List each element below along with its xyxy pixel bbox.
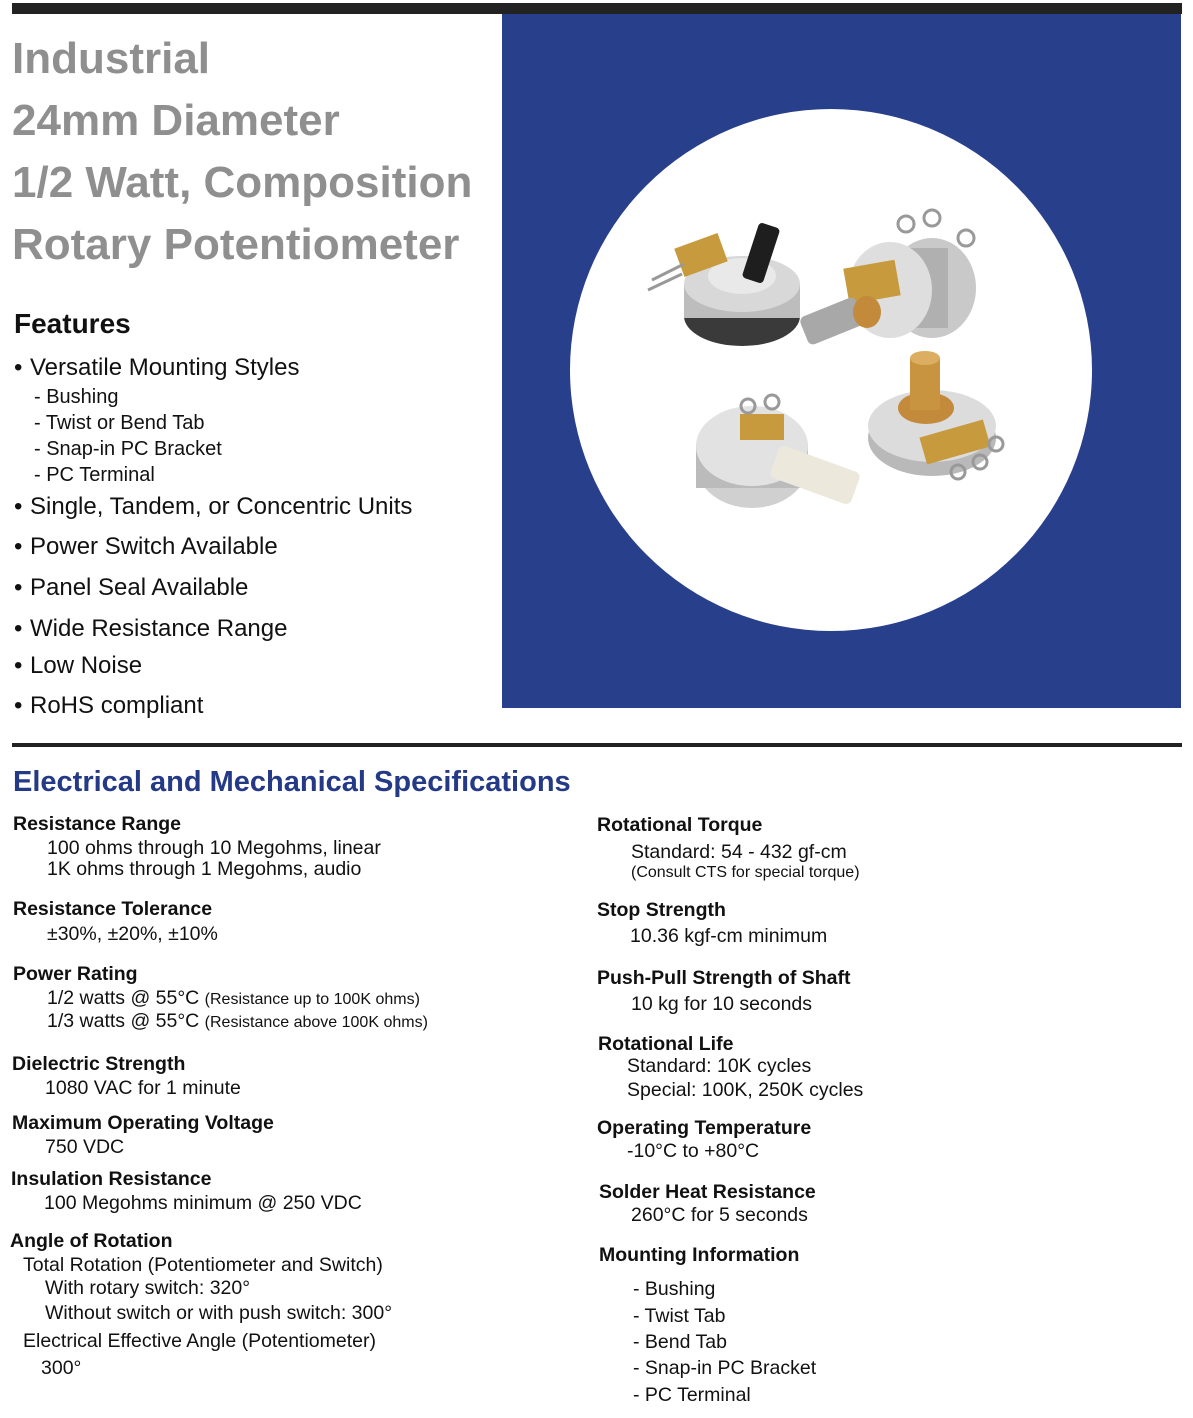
- spec-label: Operating Temperature: [597, 1117, 812, 1139]
- feature-item: • RoHS compliant: [14, 692, 204, 719]
- feature-item: • Low Noise: [14, 652, 143, 679]
- spec-value: Without switch or with push switch: 300°: [45, 1302, 393, 1324]
- spec-value: 300°: [41, 1357, 82, 1379]
- feature-subitem: - Bushing: [34, 386, 119, 408]
- spec-value: 100 ohms through 10 Megohms, linear: [47, 837, 381, 859]
- spec-label: Maximum Operating Voltage: [12, 1112, 274, 1134]
- spec-value: 10.36 kgf-cm minimum: [630, 925, 828, 947]
- spec-value: 1/2 watts @ 55°C (Resistance up to 100K ohms): [47, 987, 420, 1009]
- spec-label: Mounting Information: [599, 1244, 800, 1266]
- spec-label: Solder Heat Resistance: [599, 1181, 816, 1203]
- spec-value: 1/3 watts @ 55°C (Resistance above 100K ohms): [47, 1010, 428, 1032]
- spec-value: Standard: 10K cycles: [627, 1055, 812, 1077]
- spec-value: Total Rotation (Potentiometer and Switch): [23, 1254, 383, 1276]
- section-rule: [12, 743, 1182, 747]
- spec-value: 10 kg for 10 seconds: [631, 993, 813, 1015]
- spec-note: (Consult CTS for special torque): [631, 864, 860, 881]
- title-line: 24mm Diameter: [12, 96, 340, 145]
- spec-label: Resistance Tolerance: [13, 898, 213, 920]
- spec-label: Rotational Torque: [597, 814, 763, 836]
- spec-value: 1080 VAC for 1 minute: [45, 1077, 241, 1099]
- top-rule: [12, 3, 1182, 14]
- spec-label: Dielectric Strength: [12, 1053, 186, 1075]
- spec-value: 1K ohms through 1 Megohms, audio: [47, 858, 362, 880]
- features-heading: Features: [14, 308, 131, 339]
- spec-value: - Twist Tab: [633, 1305, 726, 1327]
- product-photo-panel: [502, 14, 1181, 708]
- feature-subitem: - Twist or Bend Tab: [34, 412, 205, 434]
- spec-value: 750 VDC: [45, 1136, 125, 1158]
- title-line: Industrial: [12, 34, 211, 83]
- spec-value: - Bushing: [633, 1278, 716, 1300]
- feature-item: • Versatile Mounting Styles: [14, 354, 300, 381]
- spec-value: Standard: 54 - 432 gf-cm: [631, 841, 847, 863]
- spec-value: ±30%, ±20%, ±10%: [47, 923, 218, 945]
- product-photo: [502, 14, 1181, 708]
- spec-label: Rotational Life: [598, 1033, 734, 1055]
- spec-value: 100 Megohms minimum @ 250 VDC: [44, 1192, 362, 1214]
- spec-value: 260°C for 5 seconds: [631, 1204, 808, 1226]
- spec-value: With rotary switch: 320°: [45, 1277, 251, 1299]
- spec-label: Push-Pull Strength of Shaft: [597, 967, 851, 989]
- feature-subitem: - PC Terminal: [34, 464, 155, 486]
- title-line: 1/2 Watt, Composition: [12, 158, 473, 207]
- spec-value: - PC Terminal: [633, 1384, 751, 1406]
- spec-value: Electrical Effective Angle (Potentiometer): [23, 1330, 376, 1352]
- feature-item: • Panel Seal Available: [14, 574, 249, 601]
- specs-heading: Electrical and Mechanical Specifications: [13, 766, 571, 798]
- spec-label: Power Rating: [13, 963, 138, 985]
- spec-label: Insulation Resistance: [11, 1168, 212, 1190]
- spec-value: - Snap-in PC Bracket: [633, 1357, 817, 1379]
- spec-value: - Bend Tab: [633, 1331, 727, 1353]
- spec-label: Angle of Rotation: [10, 1230, 173, 1252]
- product-title: [12, 28, 502, 276]
- spec-label: Resistance Range: [13, 813, 181, 835]
- feature-item: • Single, Tandem, or Concentric Units: [14, 493, 413, 520]
- spec-value: -10°C to +80°C: [627, 1140, 760, 1162]
- spec-label: Stop Strength: [597, 899, 726, 921]
- spec-value: Special: 100K, 250K cycles: [627, 1079, 864, 1101]
- feature-item: • Power Switch Available: [14, 533, 278, 560]
- title-line: Rotary Potentiometer: [12, 220, 460, 269]
- feature-item: • Wide Resistance Range: [14, 615, 288, 642]
- feature-subitem: - Snap-in PC Bracket: [34, 438, 222, 460]
